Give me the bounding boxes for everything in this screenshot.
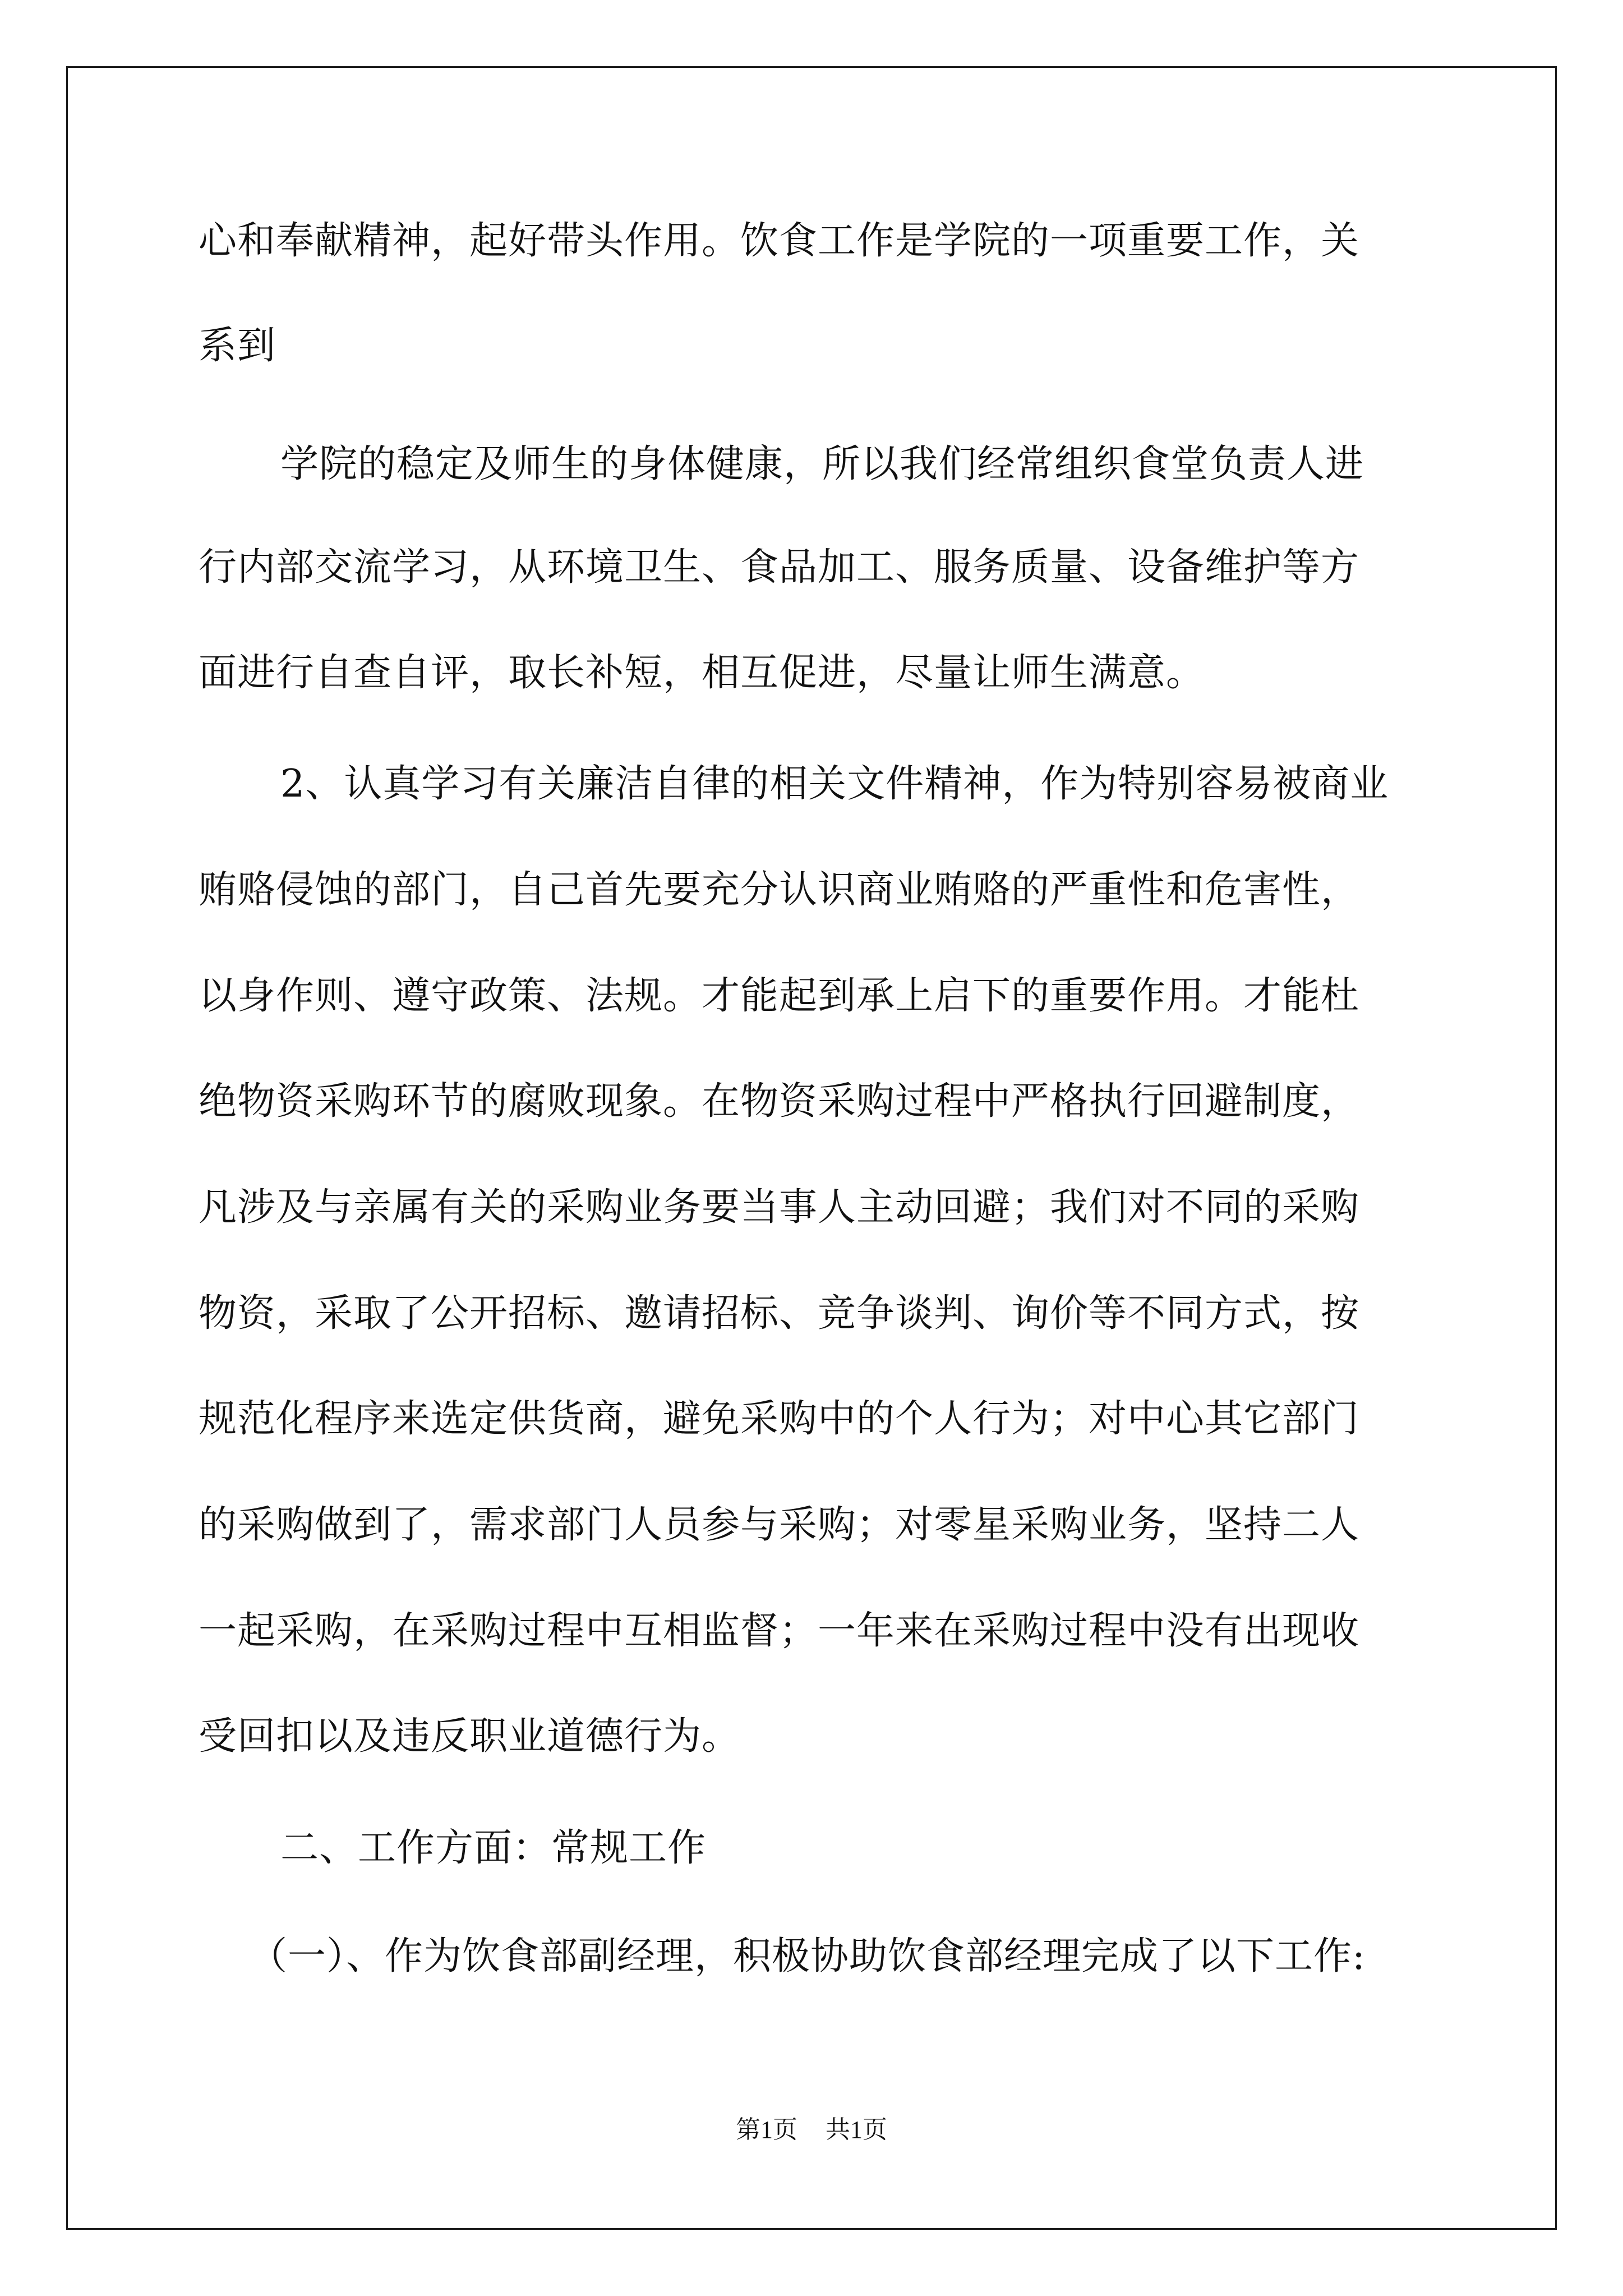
- section-heading: 二、工作方面：常规工作: [280, 1826, 707, 1870]
- text-line: 面进行自查自评，取长补短，相互促进，尽量让师生满意。: [199, 651, 1205, 695]
- page-border: [66, 66, 1557, 2230]
- text-line: 心和奉献精神，起好带头作用。饮食工作是学院的一项重要工作，关: [199, 219, 1360, 263]
- text-line: 行内部交流学习，从环境卫生、食品加工、服务质量、设备维护等方: [199, 545, 1360, 590]
- text-line: 学院的稳定及师生的身体健康，所以我们经常组织食堂负责人进: [280, 442, 1364, 486]
- text-line: 一起采购，在采购过程中互相监督；一年来在采购过程中没有出现收: [199, 1609, 1360, 1653]
- page-number: 第1页: [736, 2116, 797, 2143]
- subsection-heading: （一）、作为饮食部副经理，积极协助饮食部经理完成了以下工作:: [249, 1934, 1366, 1978]
- text-line: 规范化程序来选定供货商，避免采购中的个人行为；对中心其它部门: [199, 1397, 1360, 1441]
- text-line: 凡涉及与亲属有关的采购业务要当事人主动回避；我们对不同的采购: [199, 1185, 1360, 1230]
- text-line: 受回扣以及违反职业道德行为。: [199, 1714, 741, 1759]
- text-line: 物资，采取了公开招标、邀请招标、竞争谈判、询价等不同方式，按: [199, 1291, 1360, 1336]
- text-line: 2、认真学习有关廉洁自律的相关文件精神，作为特别容易被商业: [280, 762, 1389, 806]
- text-line: 绝物资采购环节的腐败现象。在物资采购过程中严格执行回避制度，: [199, 1079, 1360, 1124]
- text-line: 的采购做到了，需求部门人员参与采购；对零星采购业务，坚持二人: [199, 1503, 1360, 1547]
- text-line: 系到: [199, 324, 276, 368]
- text-line: 贿赂侵蚀的部门，自己首先要充分认识商业贿赂的严重性和危害性，: [199, 868, 1360, 912]
- text-line: 以身作则、遵守政策、法规。才能起到承上启下的重要作用。才能杜: [199, 974, 1360, 1018]
- page-footer: [0, 2109, 1623, 2145]
- page-total: 共1页: [826, 2116, 887, 2143]
